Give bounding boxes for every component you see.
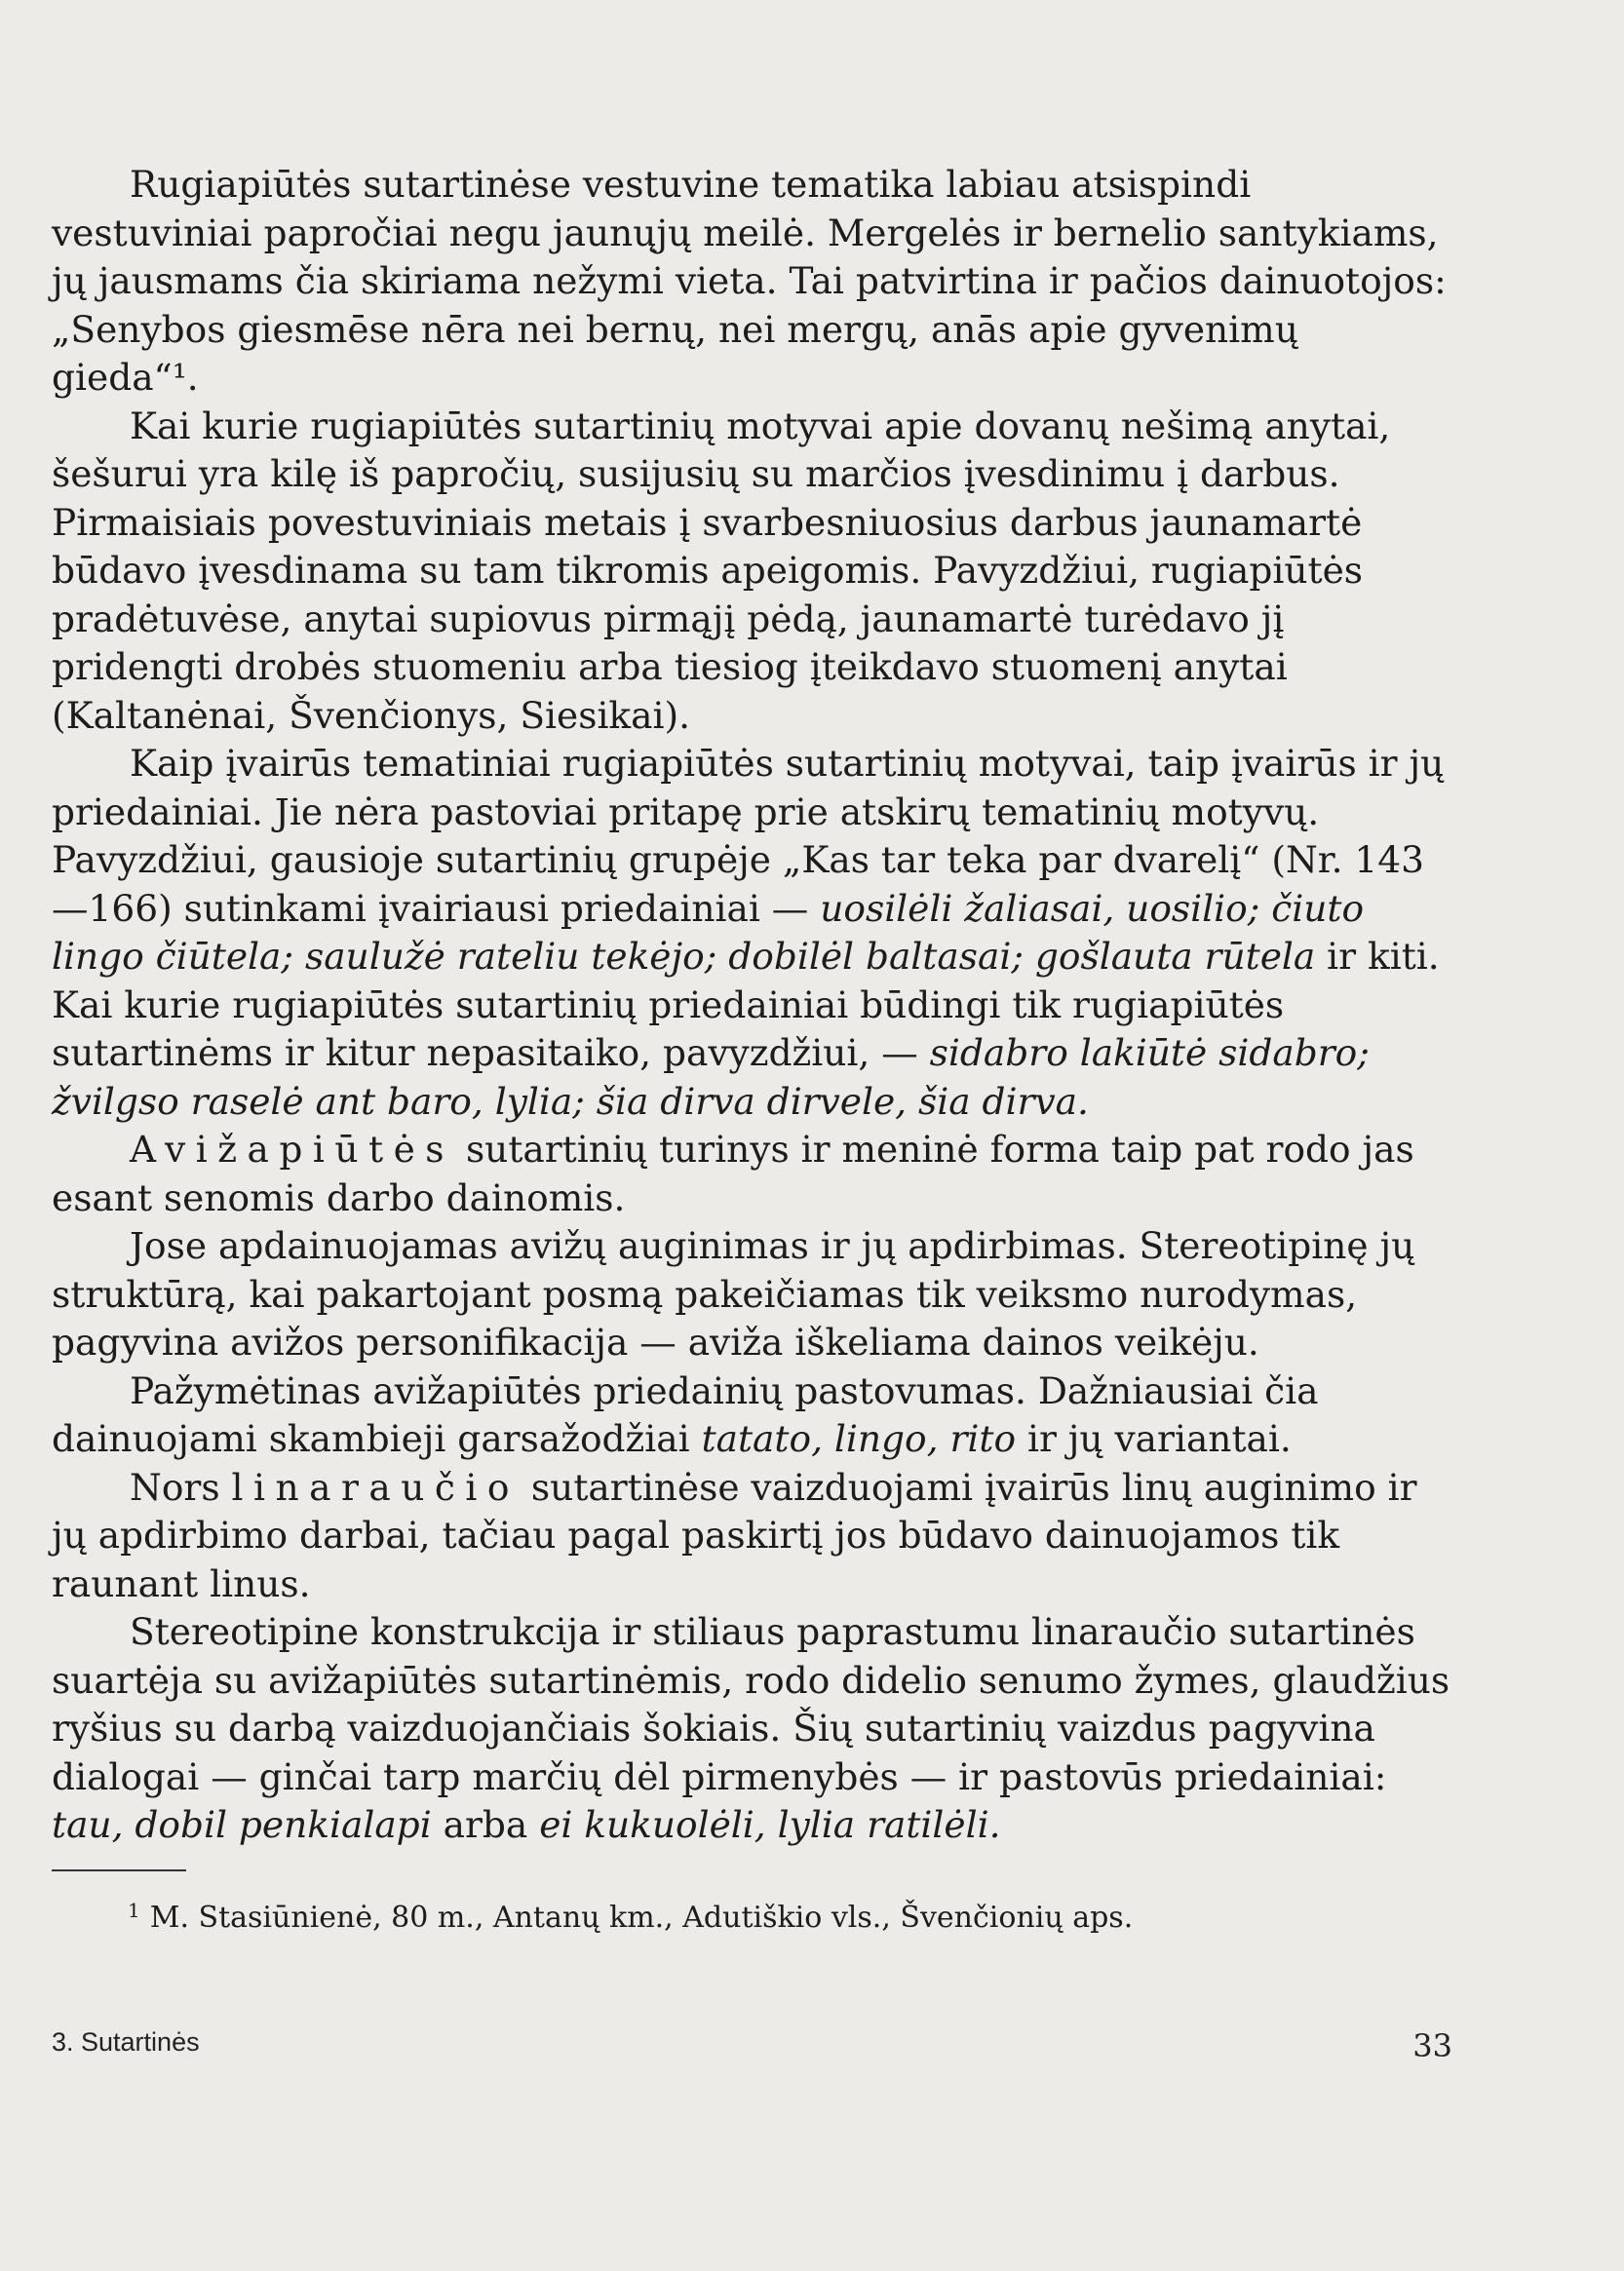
paragraph-text: Kaip įvairūs tematiniai rugiapiūtės sutartinių motyvai, taip įvairūs ir jų priedainiai. Jie nėra pastoviai pritapę prie atskirų tematinių motyvų. Pavyzdžiui, gausioje sutartinių grupėje „Kas tar teka par dvarelį“ (Nr. 143—166) sutinkami įvairiausi priedainiai — <box>52 742 1445 930</box>
refrains-italic: uosilėli žaliasai, uosilio; čiuto lingo čiūtela; saulužė rateliu tekėjo; dobilėl baltasai; gošlauta rūtela <box>52 886 1365 978</box>
paragraph-text: ir jų variantai. <box>1026 1417 1292 1460</box>
paragraph-text: sutartinėse vaizduojami įvairūs linų auginimo ir jų apdirbimo darbai, tačiau pagal paskirtį jos būdavo dainuojamos tik raunant linus. <box>52 1465 1417 1605</box>
paragraph-8 <box>52 1608 1452 1850</box>
page-body <box>52 161 1452 1938</box>
signature-mark: 3. Sutartinės <box>52 2027 200 2057</box>
refrains-italic: tatato, lingo, rito <box>701 1417 1017 1460</box>
footnote-text: M. Stasiūnienė, 80 m., Antanų km., Adutiškio vls., Švenčionių aps. <box>149 1900 1134 1935</box>
paragraph-6 <box>52 1367 1452 1464</box>
paragraph-text: Jose apdainuojamas avižų auginimas ir jų apdirbimas. Stereotipinę jų struktūrą, kai pakartojant posmą pakeičiamas tik veiksmo nurodymas, pagyvina avižos personifikacija — aviža iškeliama dainos veikėju. <box>52 1224 1415 1364</box>
paragraph-text: arba <box>443 1803 528 1846</box>
paragraph-text: Kai kurie rugiapiūtės sutartinių motyvai apie dovanų nešimą anytai, šešurui yra kilę iš papročių, susijusių su marčios įvesdinimu į darbus. Pirmaisiais povestuviniais metais į svarbesniuosius darbus jaunamartė būdavo įvesdinama su tam tikromis apeigomis. Pavyzdžiui, rugiapiūtės pradėtuvėse, anytai supiovus pirmąjį pėdą, jaunamartė turėdavo jį pridengti drobės stuomeniu arba tiesiog įteikdavo stuomenį anytai (Kaltanėnai, Švenčionys, Siesikai). <box>52 404 1391 737</box>
spaced-term: linaraučio <box>231 1465 520 1509</box>
paragraph-text: Stereotipine konstrukcija ir stiliaus paprastumu linaraučio sutartinės suartėja su avižapiūtės sutartinėmis, rodo didelio senumo žymes, glaudžius ryšius su darbą vaizduojančiais šokiais. Šių sutartinių vaizdus pagyvina dialogai — ginčai tarp marčių dėl pirmenybės — ir pastovūs priedainiai: <box>52 1610 1450 1798</box>
main-text <box>52 161 1452 1850</box>
paragraph-text: sutartinių turinys ir meninė forma taip pat rodo jas esant senomis darbo dainomis. <box>52 1128 1414 1219</box>
paragraph-text: Pažymėtinas avižapiūtės priedainių pastovumas. Dažniausiai čia dainuojami skambieji garsažodžiai <box>52 1368 1319 1460</box>
paragraph-2 <box>52 403 1452 741</box>
refrains-italic: ei kukuolėli, lylia ratilėli. <box>539 1803 1001 1846</box>
paragraph-7 <box>52 1464 1452 1609</box>
paragraph-1 <box>52 161 1452 403</box>
page-number: 33 <box>1412 2027 1452 2064</box>
footnote-divider <box>52 1869 186 1871</box>
paragraph-text: Rugiapiūtės sutartinėse vestuvine tematika labiau atsispindi vestuviniai papročiai negu jaunųjų meilė. Mergelės ir bernelio santykiams, jų jausmams čia skiriama nežymi vieta. Tai patvirtina ir pačios dainuotojos: „Senybos giesmēse nēra nei bernų, nei mergų, anās apie gyvenimų gieda“¹. <box>52 163 1447 399</box>
refrains-italic: sidabro lakiūtė sidabro; žvilgso raselė ant baro, lylia; šia dirva dirvele, šia dirva. <box>52 1031 1370 1123</box>
page-footer <box>52 2027 1452 2064</box>
refrains-italic: tau, dobil penkialapi <box>52 1803 432 1846</box>
paragraph-3 <box>52 740 1452 1126</box>
paragraph-4 <box>52 1126 1452 1222</box>
paragraph-text: Nors <box>130 1465 220 1509</box>
footnote <box>52 1891 1452 1938</box>
paragraph-text: ir kiti. Kai kurie rugiapiūtės sutartinių priedainiai būdingi tik rugiapiūtės sutartinėms ir kitur nepasitaiko, pavyzdžiui, — <box>52 935 1440 1074</box>
paragraph-5 <box>52 1222 1452 1367</box>
spaced-term: Avižapiūtės <box>130 1128 455 1171</box>
footnote-mark: 1 <box>128 1898 140 1922</box>
